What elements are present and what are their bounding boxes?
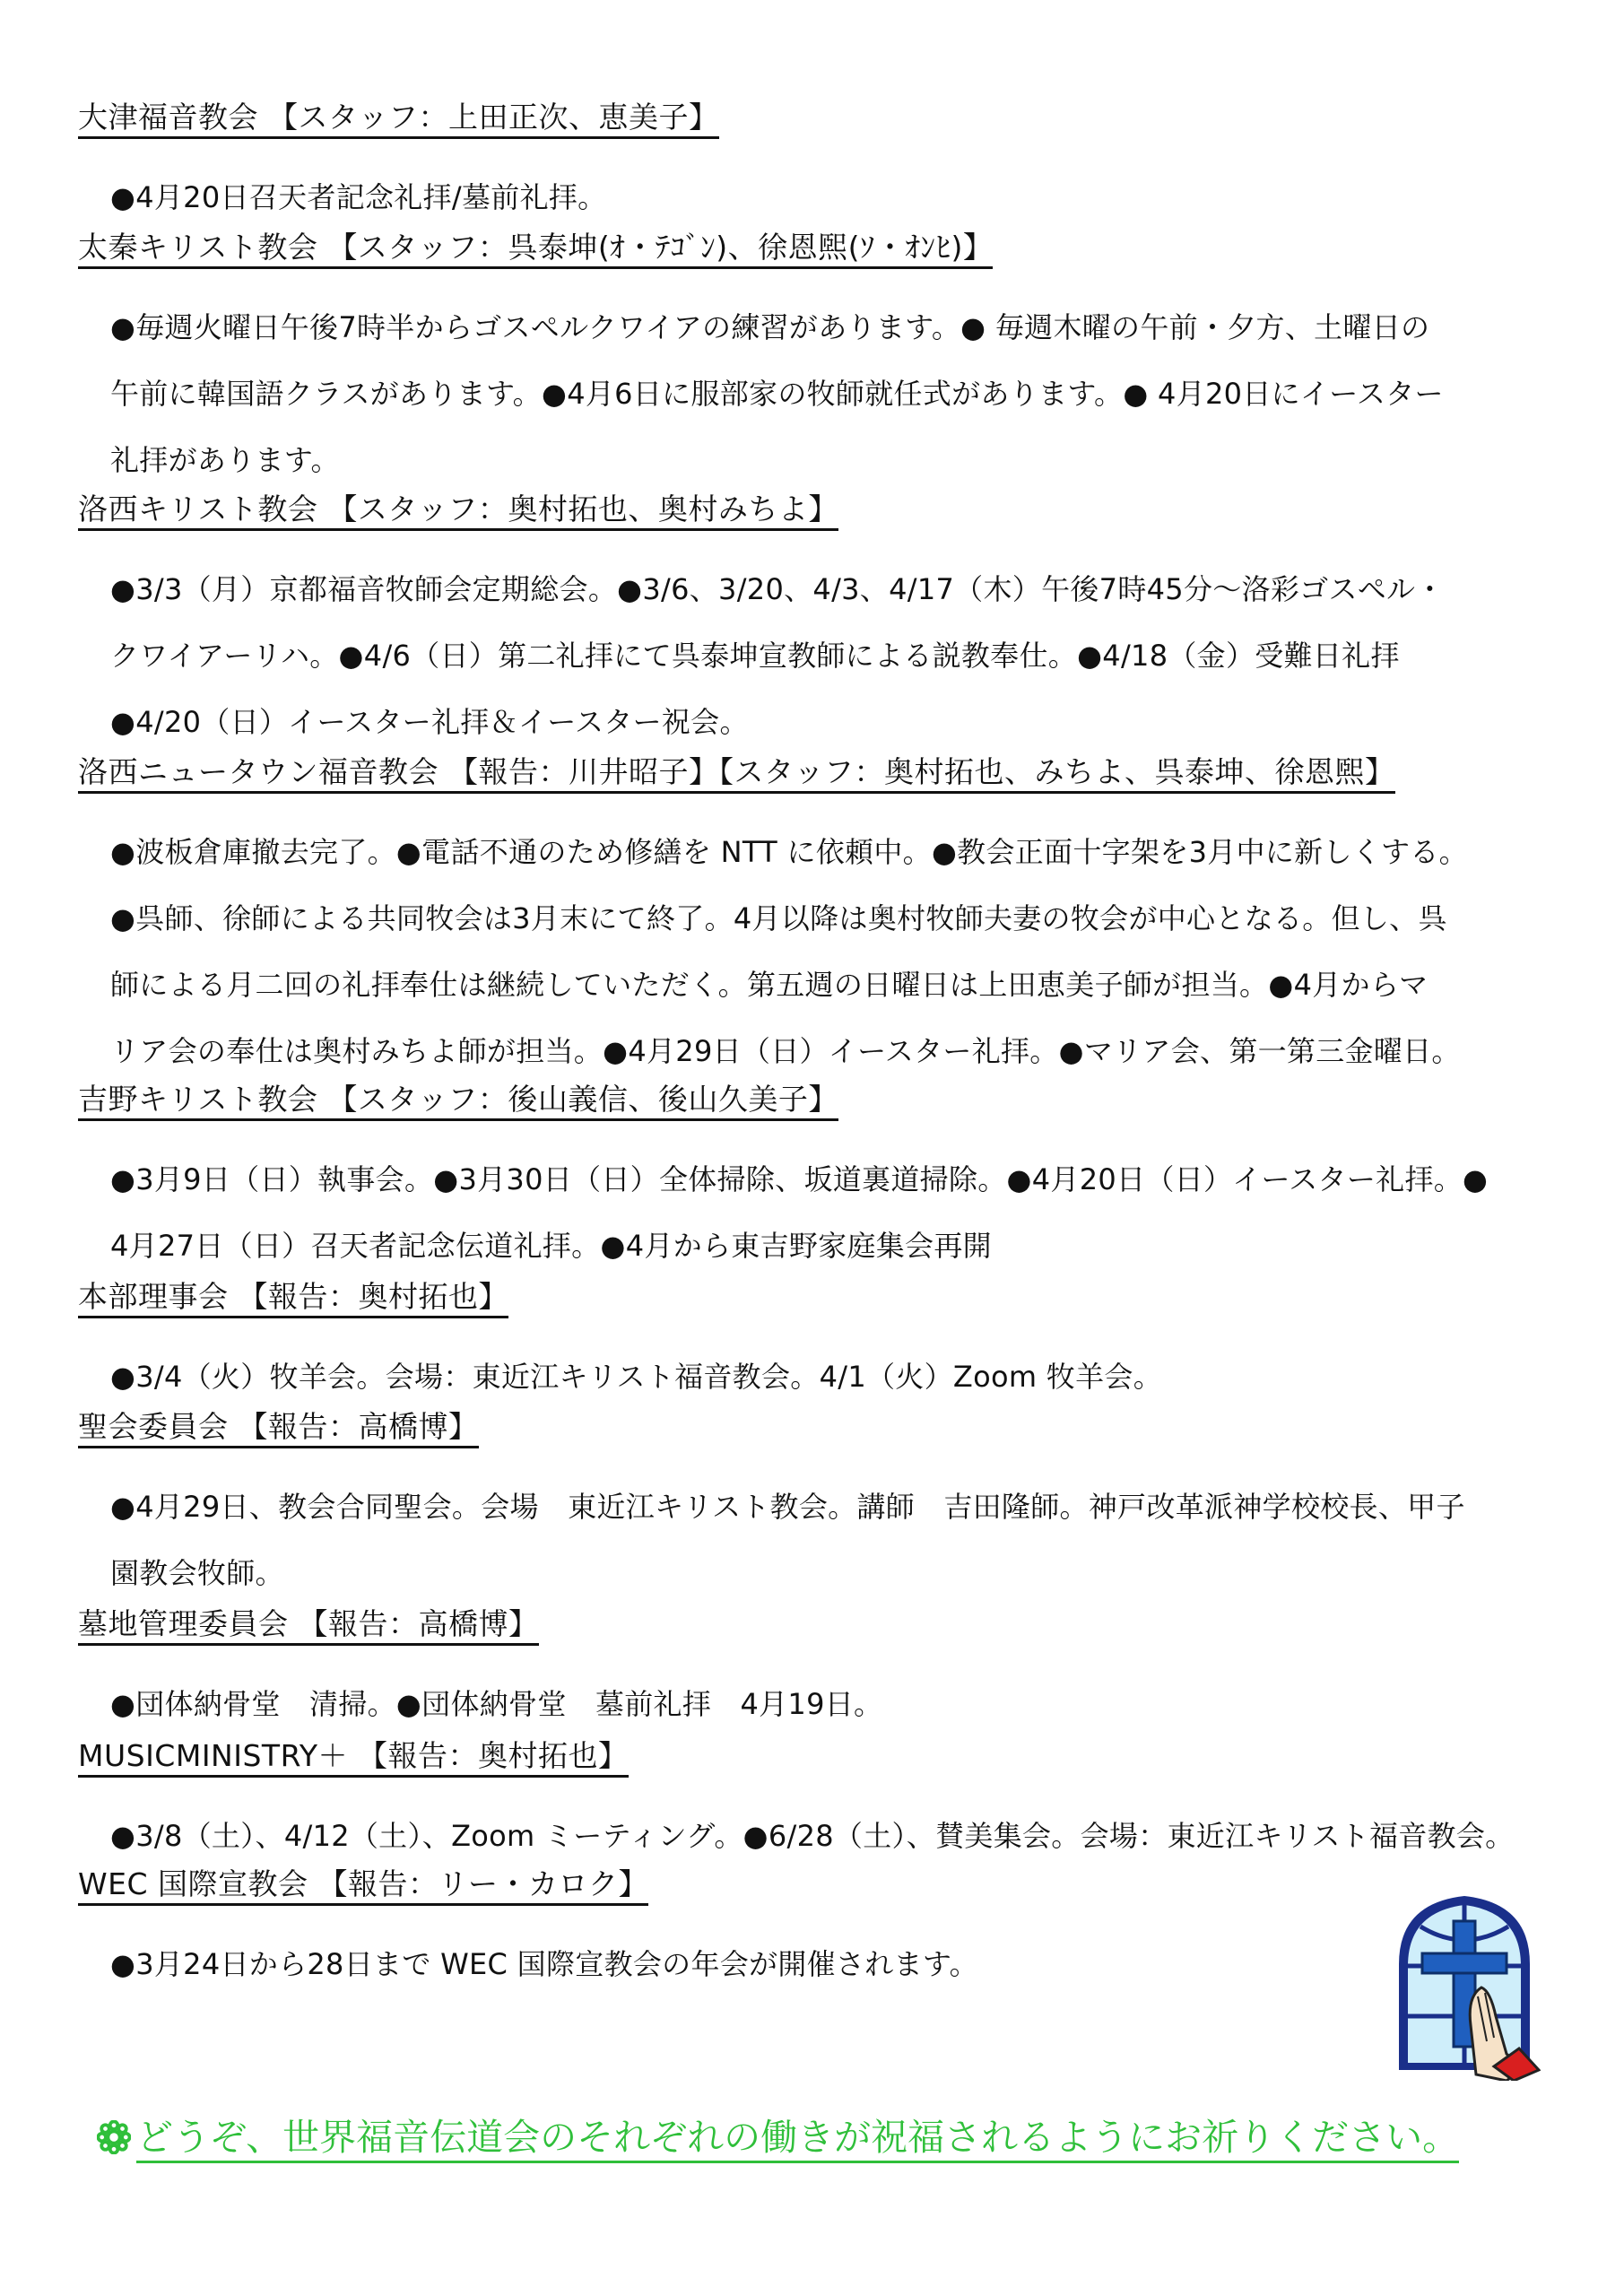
body-line: ●呉師、徐師による共同牧会は3月末にて終了。4月以降は奥村牧師夫妻の牧会が中心となる。但し、呉 bbox=[110, 901, 1447, 935]
body-line: ●3/8（土）、4/12（土）、Zoom ミーティング。●6/28（土）、賛美集会。会場：東近江キリスト福音教会。 bbox=[110, 1819, 1515, 1853]
section-heading: 洛西キリスト教会 【スタッフ：奥村拓也、奥村みちよ】 bbox=[78, 491, 1594, 528]
body-line: リア会の奉仕は奥村みちよ師が担当。●4月29日（日）イースター礼拝。●マリア会、第一第三金曜日。 bbox=[110, 1034, 1461, 1068]
section-yoshino bbox=[78, 1081, 1594, 1279]
section-rakusai bbox=[78, 491, 1594, 755]
body-line: クワイアーリハ。●4/6（日）第二礼拝にて呉泰坤宣教師による説教奉仕。●4/18（金）受難日礼拝 bbox=[110, 639, 1400, 673]
body-line: ●3月24日から28日まで WEC 国際宣教会の年会が開催されます。 bbox=[110, 1947, 978, 1981]
section-music-ministry bbox=[78, 1737, 1594, 1869]
flower-icon bbox=[97, 2120, 131, 2154]
body-line: ●4/20（日）イースター礼拝＆イースター祝会。 bbox=[110, 705, 749, 739]
body-line: 4月27日（日）召天者記念伝道礼拝。●4月から東吉野家庭集会再開 bbox=[110, 1229, 992, 1263]
section-body bbox=[78, 1931, 1590, 1997]
section-body bbox=[78, 819, 1590, 1084]
body-line: 園教会牧師。 bbox=[110, 1556, 284, 1590]
body-line: ●団体納骨堂 清掃。●団体納骨堂 墓前礼拝 4月19日。 bbox=[110, 1687, 883, 1721]
section-body bbox=[78, 556, 1590, 755]
section-heading: 太秦キリスト教会 【スタッフ：呉泰坤(ｵ・ﾃｺﾞﾝ)、徐恩煕(ｿ・ｵﾝﾋ)】 bbox=[78, 229, 1594, 266]
section-uzumasa bbox=[78, 229, 1594, 493]
body-line: 午前に韓国語クラスがあります。●4月6日に服部家の牧師就任式があります。● 4月20日にイースター bbox=[110, 377, 1444, 411]
section-board bbox=[78, 1278, 1594, 1410]
body-line: 礼拝があります。 bbox=[110, 443, 340, 477]
section-body bbox=[78, 1803, 1590, 1869]
section-body bbox=[78, 1474, 1590, 1606]
section-heading: 吉野キリスト教会 【スタッフ：後山義信、後山久美子】 bbox=[78, 1081, 1594, 1118]
section-body bbox=[78, 1146, 1590, 1279]
section-rakusai-newtown bbox=[78, 753, 1594, 1084]
body-line: ●毎週火曜日午後7時半からゴスペルクワイアの練習があります。● 毎週木曜の午前・夕方、土曜日の bbox=[110, 310, 1430, 344]
section-convention bbox=[78, 1408, 1594, 1606]
section-body bbox=[78, 294, 1590, 493]
body-line: ●波板倉庫撤去完了。●電話不通のため修繕を NTT に依頼中。●教会正面十字架を3月中に新しくする。 bbox=[110, 835, 1468, 869]
section-body bbox=[78, 1344, 1590, 1410]
praying-hands-window-icon bbox=[1388, 1891, 1541, 2081]
body-line: ●4月20日召天者記念礼拝/墓前礼拝。 bbox=[110, 180, 607, 214]
section-wec bbox=[78, 1866, 1594, 1997]
section-heading: 墓地管理委員会 【報告：高橋博】 bbox=[78, 1605, 1594, 1643]
section-cemetery bbox=[78, 1605, 1594, 1737]
section-heading: 洛西ニュータウン福音教会 【報告：川井昭子】【スタッフ：奥村拓也、みちよ、呉泰坤、徐恩煕】 bbox=[78, 753, 1594, 791]
section-heading: 本部理事会 【報告：奥村拓也】 bbox=[78, 1278, 1594, 1316]
section-heading: MUSICMINISTRY＋ 【報告：奥村拓也】 bbox=[78, 1737, 1594, 1775]
section-heading: WEC 国際宣教会 【報告：リー・カロク】 bbox=[78, 1866, 1594, 1903]
section-heading: 聖会委員会 【報告：高橋博】 bbox=[78, 1408, 1594, 1446]
section-body bbox=[78, 1671, 1590, 1737]
closing-prayer bbox=[97, 2112, 1532, 2166]
section-body bbox=[78, 164, 1590, 230]
body-line: ●3/3（月）京都福音牧師会定期総会。●3/6、3/20、4/3、4/17（木）午後7時45分～洛彩ゴスペル・ bbox=[110, 572, 1445, 606]
body-line: ●3/4（火）牧羊会。会場：東近江キリスト福音教会。4/1（火）Zoom 牧羊会。 bbox=[110, 1360, 1163, 1394]
body-line: ●4月29日、教会合同聖会。会場 東近江キリスト教会。講師 吉田隆師。神戸改革派神学校校長、甲子 bbox=[110, 1490, 1465, 1524]
section-heading: 大津福音教会 【スタッフ：上田正次、恵美子】 bbox=[78, 99, 1594, 136]
body-line: ●3月9日（日）執事会。●3月30日（日）全体掃除、坂道裏道掃除。●4月20日（日）イースター礼拝。● bbox=[110, 1162, 1489, 1196]
closing-text: どうぞ、世界福音伝道会のそれぞれの働きが祝福されるようにお祈りください。 bbox=[136, 2116, 1459, 2163]
section-otsu bbox=[78, 99, 1594, 230]
body-line: 師による月二回の礼拝奉仕は継続していただく。第五週の日曜日は上田恵美子師が担当。●4月からマ bbox=[110, 968, 1429, 1002]
